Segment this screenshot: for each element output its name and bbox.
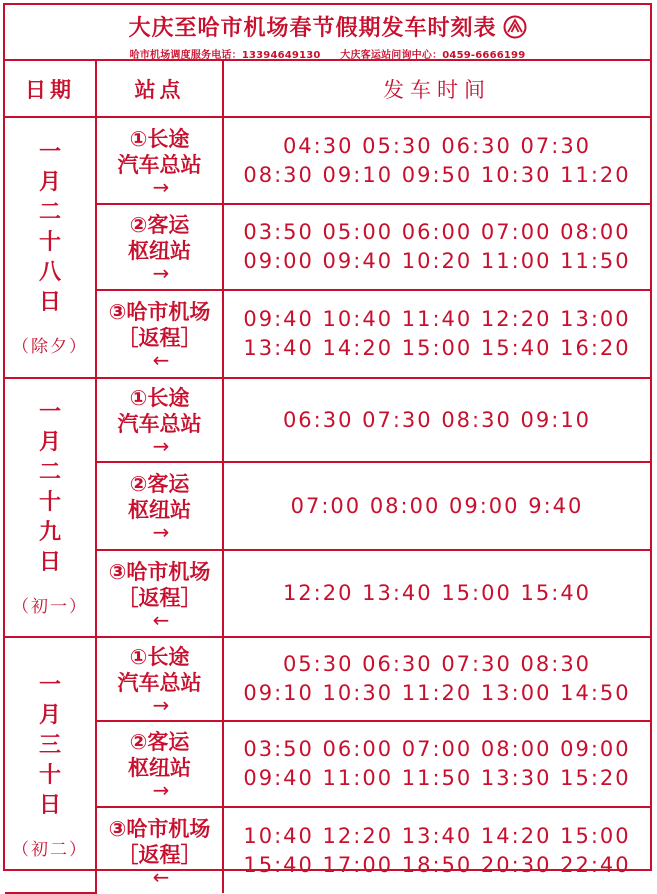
date-char: 一 xyxy=(38,400,61,425)
arrow-left-icon: ← xyxy=(152,348,167,372)
departure-times-line: 03:50 05:00 06:00 07:00 08:00 xyxy=(243,220,631,244)
departure-times-line: 06:30 07:30 08:30 09:10 xyxy=(282,407,592,432)
date-char: 十 xyxy=(38,490,61,515)
title-block xyxy=(5,5,650,61)
station-name: ［返程］ xyxy=(117,842,202,867)
date-cell xyxy=(5,117,96,378)
page-title xyxy=(128,11,526,42)
departure-times-cell xyxy=(223,290,650,378)
arrow-right-icon: → xyxy=(152,520,167,544)
station-cell xyxy=(96,290,223,378)
departure-times-cell xyxy=(223,550,650,637)
table-row xyxy=(5,462,650,550)
column-header-station: 站点 xyxy=(96,61,223,117)
date-char: 一 xyxy=(38,672,61,698)
date-label xyxy=(39,671,61,821)
departure-times-line: 09:00 09:40 10:20 11:00 11:50 xyxy=(243,249,631,273)
table-row xyxy=(5,721,650,807)
station-cell xyxy=(96,117,223,204)
departure-times-line: 09:40 10:40 11:40 12:20 13:00 xyxy=(243,307,631,331)
date-cell xyxy=(5,378,96,637)
arrow-right-icon: → xyxy=(152,261,167,285)
station-name: ［返程］ xyxy=(117,585,202,610)
station-name: ②客运 xyxy=(129,213,190,237)
timetable xyxy=(5,61,650,894)
station-name: 枢纽站 xyxy=(128,498,191,522)
departure-times-line: 05:30 06:30 07:30 08:30 xyxy=(282,652,592,676)
contact-line xyxy=(5,46,650,61)
departure-times-cell xyxy=(223,378,650,462)
dispatch-hotline: 哈市机场调度服务电话：13394649130 xyxy=(129,50,321,61)
station-cell xyxy=(96,637,223,721)
title-text: 大庆至哈市机场春节假期发车时刻表 xyxy=(128,16,497,41)
station-name: ③哈市机场 xyxy=(108,559,211,584)
departure-times-cell xyxy=(223,807,650,893)
table-row xyxy=(5,378,650,462)
holiday-note: （除夕） xyxy=(12,337,88,357)
date-char: 二 xyxy=(38,460,61,485)
arrow-right-icon: → xyxy=(152,434,167,458)
table-row xyxy=(5,550,650,637)
departure-times-line: 12:20 13:40 15:00 15:40 xyxy=(282,581,592,605)
date-char: 一 xyxy=(38,140,61,165)
station-name: 枢纽站 xyxy=(128,756,191,780)
departure-times-cell xyxy=(223,462,650,550)
departure-times-line: 07:00 08:00 09:00 9:40 xyxy=(290,493,584,518)
departure-times-line: 10:40 12:20 13:40 14:20 15:00 xyxy=(243,823,631,848)
date-char: 八 xyxy=(38,260,61,285)
departure-times-line: 09:10 10:30 11:20 13:00 14:50 xyxy=(243,681,631,705)
departure-times-line: 03:50 06:00 07:00 08:00 09:00 xyxy=(243,737,631,761)
holiday-note: （初二） xyxy=(12,839,88,860)
departure-times-cell xyxy=(223,204,650,290)
station-name: 枢纽站 xyxy=(128,239,191,263)
arrow-left-icon: ← xyxy=(152,607,167,632)
station-name: ①长途 xyxy=(129,645,190,669)
station-name: ②客运 xyxy=(129,730,190,754)
departure-times-line: 15:40 17:00 18:50 20:30 22:40 xyxy=(243,852,631,877)
station-name: 汽车总站 xyxy=(117,671,202,695)
departure-times-line: 04:30 05:30 06:30 07:30 xyxy=(282,133,592,158)
departure-times-line: 08:30 09:10 09:50 10:30 11:20 xyxy=(243,162,631,187)
table-row xyxy=(5,117,650,204)
departure-times-line: 09:40 11:00 11:50 13:30 15:20 xyxy=(243,766,631,790)
arrow-right-icon: → xyxy=(152,778,167,802)
date-char: 二 xyxy=(38,200,61,225)
station-cell xyxy=(96,204,223,290)
station-cell xyxy=(96,721,223,807)
departure-times-cell xyxy=(223,637,650,721)
date-char: 月 xyxy=(38,702,61,728)
inquiry-hotline: 大庆客运站问询中心：0459-6666199 xyxy=(340,50,526,61)
date-char: 日 xyxy=(38,290,61,315)
table-row xyxy=(5,290,650,378)
column-header-date: 日期 xyxy=(5,61,96,117)
table-row xyxy=(5,637,650,721)
railway-logo-icon xyxy=(503,15,527,39)
date-label xyxy=(39,138,61,318)
date-char: 日 xyxy=(38,550,61,575)
holiday-note: （初一） xyxy=(12,597,88,617)
date-char: 九 xyxy=(38,520,61,545)
date-cell xyxy=(5,637,96,893)
date-char: 十 xyxy=(38,762,61,788)
departure-times-line: 13:40 14:20 15:00 15:40 16:20 xyxy=(243,336,631,360)
station-name: ③哈市机场 xyxy=(108,816,211,841)
station-cell xyxy=(96,807,223,893)
date-char: 三 xyxy=(38,732,61,758)
station-name: ③哈市机场 xyxy=(108,300,211,324)
station-name: 汽车总站 xyxy=(117,152,202,177)
arrow-right-icon: → xyxy=(152,174,167,199)
station-cell xyxy=(96,550,223,637)
station-name: ①长途 xyxy=(129,126,190,151)
departure-times-cell xyxy=(223,117,650,204)
table-row xyxy=(5,807,650,893)
station-name: ①长途 xyxy=(129,386,190,410)
station-name: 汽车总站 xyxy=(117,412,202,436)
date-label xyxy=(39,398,61,578)
date-char: 月 xyxy=(38,430,61,455)
date-char: 月 xyxy=(38,170,61,195)
arrow-left-icon: ← xyxy=(152,864,167,889)
arrow-right-icon: → xyxy=(152,693,167,717)
date-char: 十 xyxy=(38,230,61,255)
timetable-sheet xyxy=(3,3,652,889)
table-row xyxy=(5,204,650,290)
column-header-time: 发车时间 xyxy=(223,61,650,117)
station-name: ②客运 xyxy=(129,472,190,496)
departure-times-cell xyxy=(223,721,650,807)
station-cell xyxy=(96,378,223,462)
date-char: 日 xyxy=(38,792,61,818)
station-cell xyxy=(96,462,223,550)
station-name: ［返程］ xyxy=(117,326,202,350)
